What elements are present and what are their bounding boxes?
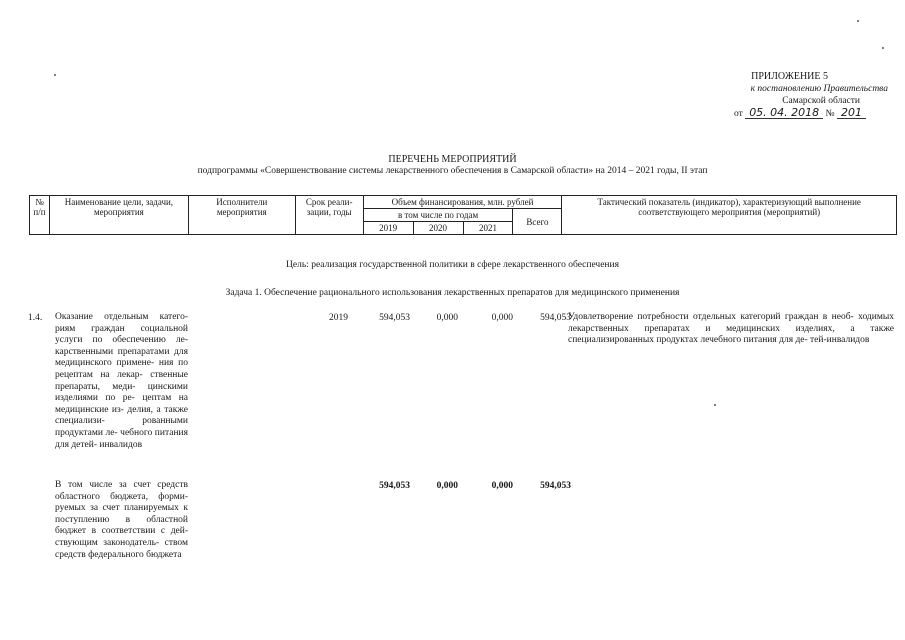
- number-prefix: №: [825, 109, 835, 119]
- row-1-indicator: Удовлетворение потребности отдельных категорий граждан в необ- ходимых лекарственных препаратах и медицинских изделиях, а также специализированных продуктах лечебного питания для де- тей-инвалидов: [568, 312, 894, 346]
- row-1-num: 1.4.: [28, 313, 43, 323]
- row-1-total: 594,053: [540, 313, 571, 323]
- handwritten-number: 201: [837, 107, 866, 119]
- scan-speck: [857, 20, 859, 22]
- annex-line-3: Самарской области: [782, 96, 860, 106]
- header-year-2021: 2021: [463, 222, 513, 235]
- header-by-years: в том числе по годам: [363, 209, 513, 222]
- goal-text: Цель: реализация государственной политики в сфере лекарственного обеспечения: [286, 260, 619, 270]
- annex-title: ПРИЛОЖЕНИЕ 5: [751, 71, 828, 82]
- header-total: Всего: [513, 209, 562, 235]
- header-table: [29, 195, 897, 235]
- row-1-2019: 594,053: [379, 313, 410, 323]
- header-year-2020: 2020: [413, 222, 463, 235]
- scan-speck: [882, 47, 884, 49]
- row-2-total: 594,053: [540, 481, 571, 491]
- row-2-description: В том числе за счет средств областного бюджета, форми- руемых за счет планируемых к поступлению в областной бюджет в соответствии с дей- ствующим законодатель- ством средств федерального бюджета: [55, 480, 188, 560]
- annex-date-line: [700, 107, 888, 120]
- header-indicator: Тактический показатель (индикатор), характеризующий выполнение соответствующего мероприятия (мероприятий): [562, 196, 897, 235]
- header-year-2019: 2019: [363, 222, 413, 235]
- annex-block: [700, 71, 888, 120]
- annex-line-2: к постановлению Правительства: [750, 84, 888, 94]
- document-title: ПЕРЕЧЕНЬ МЕРОПРИЯТИЙ: [388, 154, 517, 165]
- row-1-2020: 0,000: [436, 313, 458, 323]
- header-period: Срок реали- зации, годы: [295, 196, 363, 235]
- date-prefix: от: [734, 109, 743, 119]
- row-2-2019: 594,053: [379, 481, 410, 491]
- document-subtitle: подпрограммы «Совершенствование системы лекарственного обеспечения в Самарской области» на 2014 – 2021 годы, II этап: [197, 166, 708, 176]
- header-executors: Исполнители мероприятия: [188, 196, 295, 235]
- header-num: № п/п: [30, 196, 50, 235]
- handwritten-date: 05. 04. 2018: [745, 107, 823, 119]
- header-funding: Объем финансирования, млн. рублей: [363, 196, 562, 209]
- row-1-period: 2019: [329, 313, 348, 323]
- row-2-2021: 0,000: [491, 481, 513, 491]
- scan-speck: [714, 404, 716, 406]
- header-name: Наименование цели, задачи, мероприятия: [49, 196, 188, 235]
- row-1-2021: 0,000: [491, 313, 513, 323]
- task-text: Задача 1. Обеспечение рационального использования лекарственных препаратов для медицинского применения: [225, 288, 680, 298]
- row-2-2020: 0,000: [436, 481, 458, 491]
- row-1-description: Оказание отдельным катего- риям граждан социальной услуги по обеспечению ле- карственными препаратами для медицинского примене- ния по рецептам на лекар- ственные препараты, меди- цинскими изделиями по ре- цептам на медицинские из- делия, а также специализи- рованными продуктами ле- чебного питания для детей- инвалидов: [55, 312, 188, 450]
- scan-speck: [54, 74, 56, 76]
